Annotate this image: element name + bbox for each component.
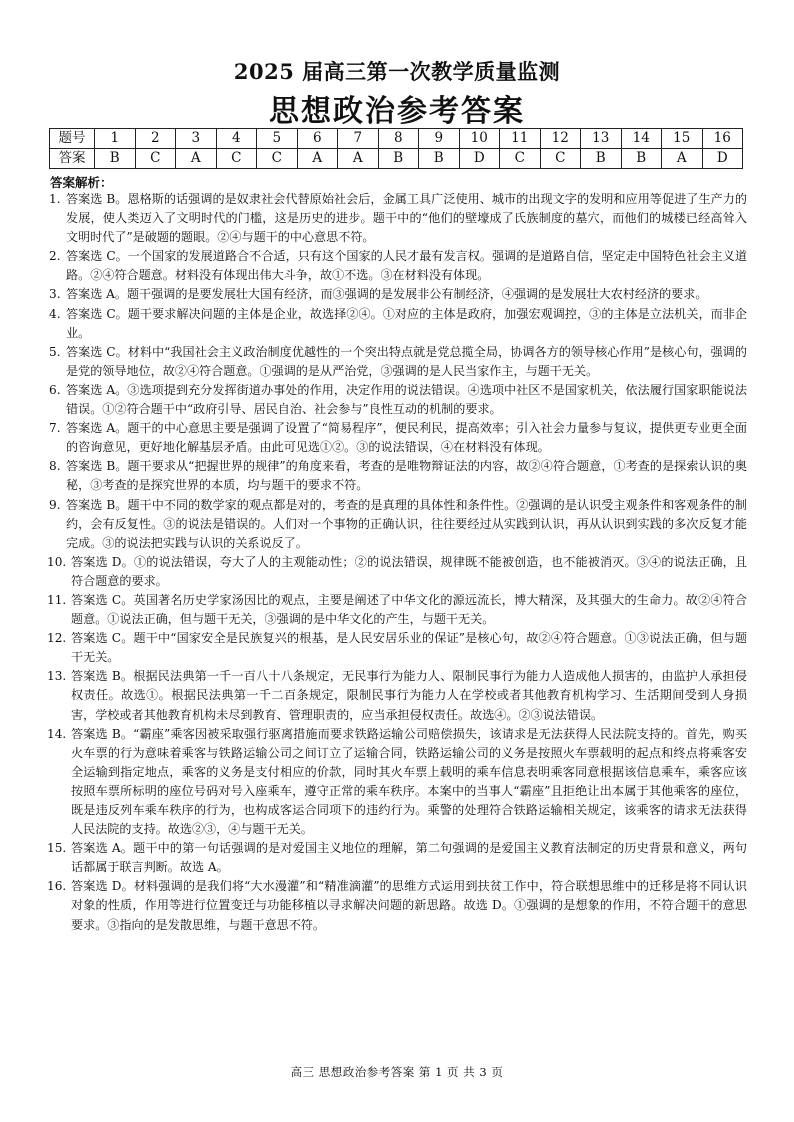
- answer-title: 思想政治参考答案: [269, 94, 525, 129]
- item-number: 12.: [47, 631, 67, 646]
- analysis-item: [49, 839, 747, 877]
- item-number: 9.: [49, 497, 61, 512]
- question-number-cell: 4: [216, 129, 257, 149]
- item-number: 1.: [49, 192, 61, 206]
- answer-cell: A: [176, 149, 217, 169]
- analysis-item: [49, 457, 747, 495]
- analysis-item: [49, 343, 747, 381]
- answer-cell: B: [621, 149, 662, 169]
- item-text: 答案选 A。题干强调的是要发展壮大国有经济，而③强调的是发展非公有制经济，④强调的是发展壮大农村经济的要求。: [66, 287, 708, 302]
- item-text: 答案选 C。题干中“国家安全是民族复兴的根基，是人民安居乐业的保证”是核心句，故②④符合题意。①③说法正确，但与题干无关。: [71, 631, 747, 665]
- item-number: 10.: [47, 554, 67, 569]
- answer-cell: B: [581, 149, 622, 169]
- analysis-item: [49, 553, 747, 591]
- answer-cell: D: [702, 149, 743, 169]
- answer-cell: D: [459, 149, 500, 169]
- question-number-cell: 7: [338, 129, 379, 149]
- analysis-item: [49, 877, 747, 934]
- item-number: 11.: [47, 592, 67, 607]
- answer-cell: B: [378, 149, 419, 169]
- item-text: 答案选 C。一个国家的发展道路合不合适，只有这个国家的人民才最有发言权。强调的是道路自信，坚定走中国特色社会主义道路。②④符合题意。材料没有体现出伟大斗争，故①不选。③在材料没有体现。: [66, 249, 747, 283]
- question-number-cell: 3: [176, 129, 217, 149]
- answer-cell: B: [95, 149, 136, 169]
- item-number: 7.: [49, 421, 61, 436]
- question-number-cell: 11: [500, 129, 541, 149]
- answer-cell: C: [257, 149, 298, 169]
- question-number-cell: 8: [378, 129, 419, 149]
- analysis-item: [49, 591, 747, 629]
- item-text: 答案选 C。题干要求解决问题的主体是企业，故选择②④。①对应的主体是政府，加强宏观调控，③的主体是立法机关，而非企业。: [66, 306, 747, 340]
- question-number-cell: 10: [459, 129, 500, 149]
- item-text: 答案选 A。③选项提到充分发挥街道办事处的作用，决定作用的说法错误。④选项中社区不是国家机关，依法履行国家职能说法错误。①②符合题干中“政府引导、居民自治、社会参与”良性互动的机制的要求。: [66, 382, 747, 417]
- item-text: 答案选 B。根据民法典第一千一百八十八条规定，无民事行为能力人、限制民事行为能力人造成他人损害的，由监护人承担侵权责任。故选①。根据民法典第一千二百条规定，限制民事行为能力人在学校或者其他教育机构学习、生活期间受到人身损害，学校或者其他教育机构未尽到教育、管理职责的，应当承担侵权责任。故选④。②③说法错误。: [71, 669, 747, 722]
- question-number-cell: 2: [135, 129, 176, 149]
- analysis-item: [49, 247, 747, 285]
- answer-table-answer-row: [50, 149, 743, 169]
- analysis-item: [49, 419, 747, 457]
- answer-cell: A: [338, 149, 379, 169]
- analysis-item: [49, 190, 747, 247]
- answer-cell: B: [419, 149, 460, 169]
- analysis-item: [49, 381, 747, 419]
- item-number: 15.: [47, 841, 67, 856]
- item-text: 答案选 D。①的说法错误，夸大了人的主观能动性；②的说法错误，规律既不能被创造，也不能被消灭。③④的说法正确，且符合题意的要求。: [71, 554, 747, 588]
- analysis-item: [49, 285, 747, 304]
- analysis-heading: 答案解析：: [50, 175, 113, 190]
- answer-cell: A: [662, 149, 703, 169]
- question-number-cell: 6: [297, 129, 338, 149]
- item-number: 5.: [49, 344, 61, 359]
- page-footer: 高三 思想政治参考答案 第 1 页 共 3 页: [290, 1065, 504, 1079]
- answer-cell: C: [135, 149, 176, 169]
- analysis-item: [49, 725, 747, 840]
- answer-cell: C: [216, 149, 257, 169]
- question-number-cell: 1: [95, 129, 136, 149]
- answer-row-label: 答案: [50, 149, 95, 169]
- question-number-cell: 14: [621, 129, 662, 149]
- item-text: 答案选 B。题干中不同的数学家的观点都是对的，考查的是真理的具体性和条件性。②强调的是认识受主观条件和客观条件的制约，会有反复性。③的说法是错误的。人们对一个事物的正确认识，往往要经过从实践到认识，再从认识到实践的多次反复才能完成。③的说法把实践与认识的关系说反了。: [66, 497, 747, 550]
- question-number-cell: 13: [581, 129, 622, 149]
- analysis-item: [49, 496, 747, 553]
- item-number: 8.: [49, 459, 61, 474]
- question-number-cell: 15: [662, 129, 703, 149]
- analysis-list: [49, 190, 747, 935]
- item-text: 答案选 C。英国著名历史学家汤因比的观点，主要是阐述了中华文化的源远流长，博大精深，及其强大的生命力。故②④符合题意。①说法正确，但与题干无关，③强调的是中华文化的产生，与题干无关。: [71, 592, 747, 627]
- answer-table: [49, 128, 743, 169]
- answer-cell: A: [297, 149, 338, 169]
- item-number: 14.: [47, 726, 67, 741]
- analysis-item: [49, 667, 747, 724]
- question-number-cell: 16: [702, 129, 743, 149]
- answer-cell: C: [540, 149, 581, 169]
- item-text: 答案选 A。题干中的第一句话强调的是对爱国主义地位的理解，第二句强调的是爱国主义教育法制定的历史背景和意义，两句话都属于联言判断。故选 A。: [71, 841, 747, 875]
- item-text: 答案选 A。题干的中心意思主要是强调了设置了“简易程序”，便民利民，提高效率；引入社会力量参与复议，提供更专业更全面的咨询意见，更好地化解基层矛盾。由此可见选①②。③的说法错误，④在材料没有体现。: [66, 421, 747, 455]
- item-number: 16.: [47, 879, 67, 894]
- item-text: 答案选 B。恩格斯的话强调的是奴隶社会代替原始社会后，金属工具广泛使用、城市的出现文字的发明和应用等促进了生产力的发展，使人类迈入了文明时代的门槛，这是历史的进步。题干中的“他们的壁壕成了氏族制度的墓穴，而他们的城楼已经高耸入文明时代了”是破题的题眼。②④与题干的中心意思不符。: [66, 192, 747, 245]
- item-number: 2.: [49, 249, 61, 264]
- analysis-item: [49, 305, 747, 343]
- item-number: 3.: [49, 287, 61, 302]
- question-number-cell: 9: [419, 129, 460, 149]
- item-number: 4.: [49, 306, 61, 321]
- answer-table-number-row: [50, 129, 743, 149]
- analysis-item: [49, 629, 747, 667]
- item-number: 13.: [47, 669, 67, 684]
- item-text: 答案选 B。题干要求从“把握世界的规律”的角度来看，考查的是唯物辩证法的内容，故②④符合题意，①考查的是探索认识的奥秘，③考查的是探究世界的本质，均与题干的要求不符。: [66, 459, 747, 493]
- item-text: 答案选 B。“霸座”乘客因被采取强行驱离措施而要求铁路运输公司赔偿损失，该请求是无法获得人民法院支持的。首先，购买火车票的行为意味着乘客与铁路运输公司之间订立了运输合同，铁路运输公司的义务是按照火车票载明的起点和终点将乘客安全运输到指定地点，乘客的义务是支付相应的价款，同时其火车票上载明的乘车信息表明乘客同意根据该信息乘车，乘客应该按照车票所标明的座位号码对号入座乘车，遵守正常的乘车秩序。本案中的当事人“霸座”且拒绝让出本属于其他乘客的座位，既是违反列车乘车秩序的行为，也构成客运合同项下的违约行为。乘警的处理符合铁路运输相关规定，该乘客的请求无法获得人民法院的支持。故选②③，④与题干无关。: [71, 726, 747, 837]
- item-text: 答案选 D。材料强调的是我们将“大水漫灌”和“精准滴灌”的思维方式运用到扶贫工作中，符合联想思维中的迁移是将不同认识对象的性质，作用等进行位置变迁与功能移植以寻求解决问题的新思路。故选 D。①强调的是想象的作用，不符合题干的意思要求。③指向的是发散思维，与题干意思不符。: [71, 879, 747, 932]
- number-row-label: 题号: [50, 129, 95, 149]
- exam-title: 2025 届高三第一次教学质量监测: [233, 59, 561, 84]
- question-number-cell: 12: [540, 129, 581, 149]
- question-number-cell: 5: [257, 129, 298, 149]
- answer-cell: C: [500, 149, 541, 169]
- item-number: 6.: [49, 382, 61, 397]
- item-text: 答案选 C。材料中“我国社会主义政治制度优越性的一个突出特点就是党总揽全局，协调各方的领导核心作用”是核心句，强调的是党的领导地位，故②④符合题意。①强调的是从严治党，③强调的是人民当家作主，与题干无关。: [66, 344, 747, 378]
